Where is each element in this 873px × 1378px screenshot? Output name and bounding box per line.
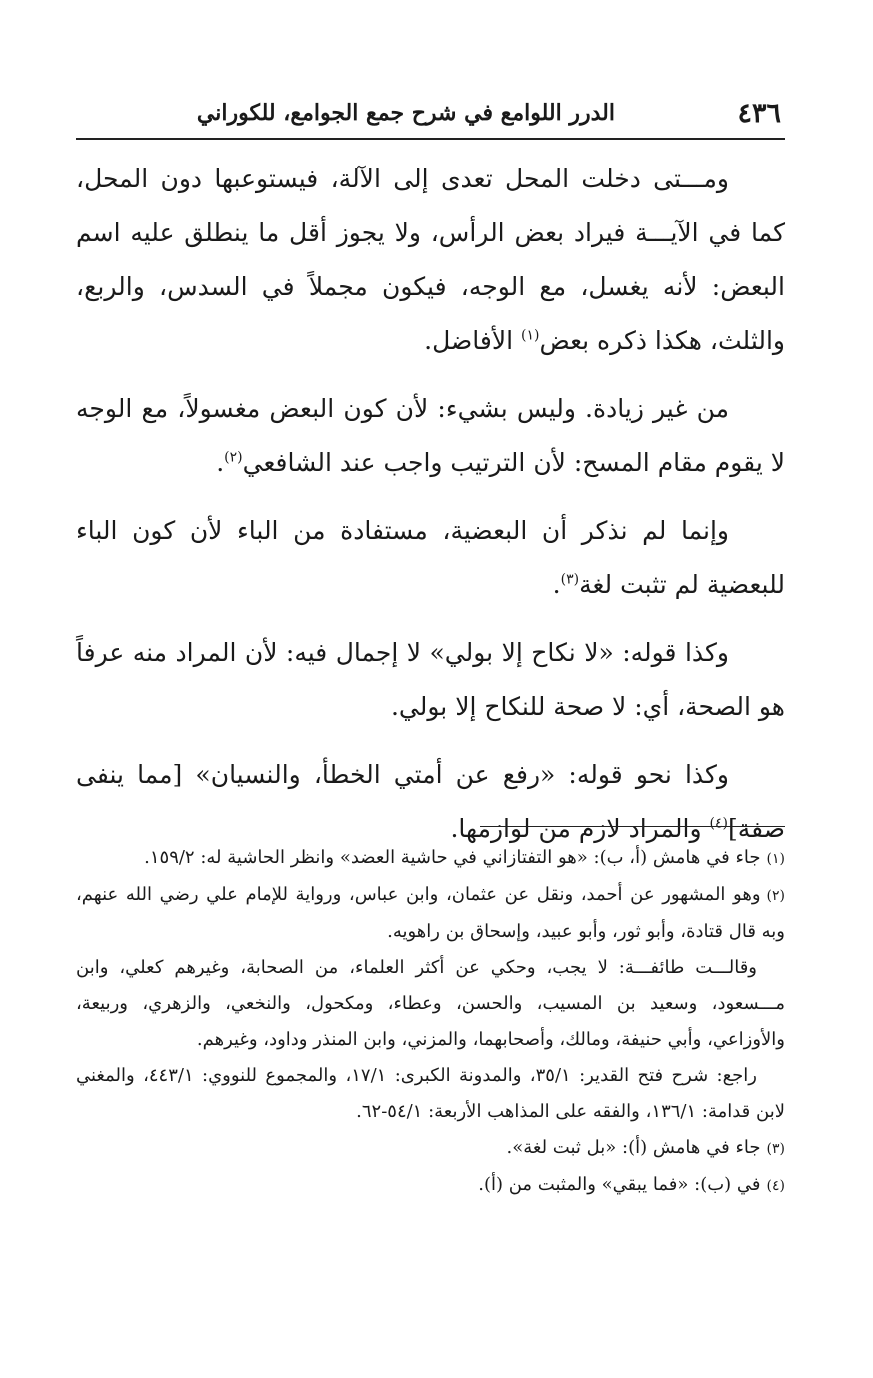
paragraph-5-tail: والمراد لازم من لوازمها. (450, 814, 710, 843)
footnote-2-text: وهو المشهور عن أحمد، ونقل عن عثمان، وابن عباس، ورواية للإمام علي رضي الله عنهم، وبه قال قتادة، وأبو ثور، وأبو عبيد، وإسحاق بن راهويه. (76, 884, 785, 942)
footnote-2 (76, 877, 785, 950)
footnote-ref-4[interactable]: (٤) (709, 815, 728, 832)
page-number: ٤٣٦ (737, 98, 781, 129)
footnote-1 (76, 840, 785, 877)
paragraph-1-text: ومـــتى دخلت المحل تعدى إلى الآلة، فيستوعبها دون المحل، كما في الآيـــة فيراد بعض الرأس، ولا يجوز أقل ما ينطلق عليه اسم البعض: لأنه يغسل، مع الوجه، فيكون مجملاً في السدس، والربع، والثلث، هكذا ذكره بعض (76, 164, 785, 355)
footnote-ref-2[interactable]: (٢) (224, 449, 243, 466)
paragraph-4 (76, 626, 785, 734)
paragraph-1 (76, 152, 785, 368)
footnote-4 (76, 1167, 785, 1204)
header-rule (76, 138, 785, 140)
footnote-1-mark: (١) (766, 851, 785, 867)
paragraph-4-text: وكذا قوله: «لا نكاح إلا بولي» لا إجمال فيه: لأن المراد منه عرفاً هو الصحة، أي: لا صحة للنكاح إلا بولي. (76, 638, 785, 721)
footnote-2-continuation-2: راجع: شرح فتح القدير: ٣٥/١، والمدونة الكبرى: ١٧/١، والمجموع للنووي: ٤٤٣/١، والمغني لابن قدامة: ١٣٦/١، والفقه على المذاهب الأربعة: ٥٤/١-٦٢. (76, 1065, 785, 1122)
footnotes (76, 840, 785, 1204)
main-text (76, 152, 785, 870)
paragraph-2-text: من غير زيادة. وليس بشيء: لأن كون البعض مغسولاً، مع الوجه لا يقوم مقام المسح: لأن الترتيب واجب عند الشافعي (76, 394, 785, 477)
paragraph-3-tail: . (552, 570, 561, 599)
paragraph-1-tail: الأفاضل. (424, 326, 521, 355)
footnote-3 (76, 1130, 785, 1167)
paragraph-3-text: وإنما لم نذكر أن البعضية، مستفادة من الباء لأن كون الباء للبعضية لم تثبت لغة (76, 516, 785, 599)
footnote-3-mark: (٣) (766, 1141, 785, 1157)
page-header (76, 96, 785, 132)
footnote-2-continuation-1: وقالـــت طائفـــة: لا يجب، وحكي عن أكثر العلماء، من الصحابة، وغيرهم كعلي، وابن مـــسعود، وسعيد بن المسيب، والحسن، وعطاء، ومكحول، والنخعي، والزهري، وربيعة، والأوزاعي، وأبي حنيفة، ومالك، وأصحابهما، والمزني، وابن المنذر وداود، وغيرهم. (76, 957, 785, 1050)
footnote-2-mark: (٢) (766, 888, 785, 904)
paragraph-3 (76, 504, 785, 612)
footnote-ref-1[interactable]: (١) (520, 327, 540, 344)
paragraph-5-text: وكذا نحو قوله: «رفع عن أمتي الخطأ، والنسيان» [مما ينفى صفة] (76, 760, 785, 843)
footnote-4-text: في (ب): «فما يبقي» والمثبت من (أ). (478, 1174, 761, 1195)
footnote-ref-3[interactable]: (٣) (560, 571, 580, 588)
footnote-4-mark: (٤) (766, 1178, 785, 1194)
footnote-1-text: جاء في هامش (أ، ب): «هو التفتازاني في حاشية العضد» وانظر الحاشية له: ١٥٩/٢. (144, 847, 761, 868)
footnote-3-text: جاء في هامش (أ): «بل ثبت لغة». (506, 1137, 761, 1158)
footnote-rule (480, 826, 785, 827)
paragraph-2-tail: . (216, 448, 225, 477)
running-title: الدرر اللوامع في شرح جمع الجوامع، للكوراني (196, 100, 615, 126)
paragraph-2 (76, 382, 785, 490)
